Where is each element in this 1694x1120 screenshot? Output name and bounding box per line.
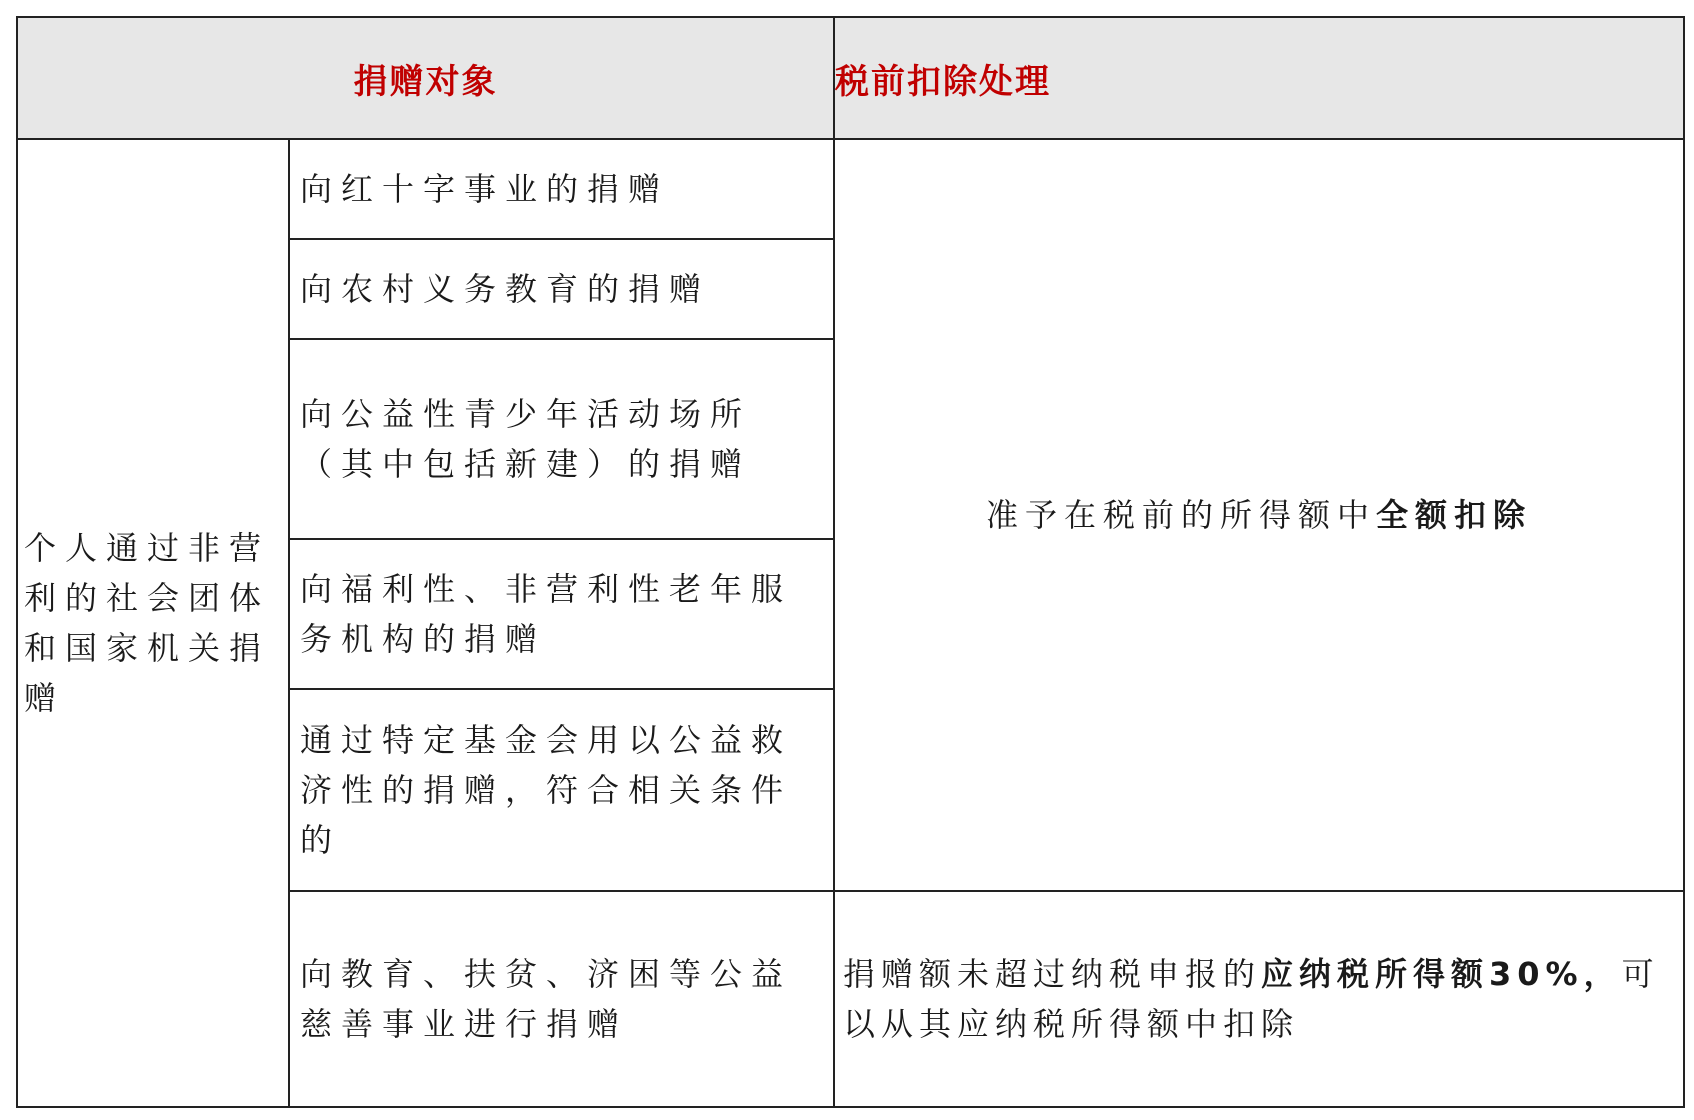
recipient-elderly-services: 向福利性、非营利性老年服务机构的捐赠: [300, 570, 793, 658]
donation-channel-cell: [17, 139, 289, 1107]
recipient-cell: [289, 339, 834, 539]
recipient-cell: [289, 891, 834, 1107]
treatment-full-text: [835, 490, 1683, 540]
treatment-partial-prefix: 捐赠额未超过纳税申报的: [843, 955, 1262, 993]
treatment-partial-emphasis: 应纳税所得额30%，: [1261, 955, 1622, 993]
header-treatment: 税前扣除处理: [834, 17, 1684, 139]
donation-channel-label: 个人通过非营利的社会团体和国家机关捐赠: [24, 529, 271, 717]
table-row: [17, 139, 1684, 239]
recipient-red-cross: 向红十字事业的捐赠: [300, 170, 670, 208]
treatment-full-emphasis: 全额扣除: [1376, 496, 1533, 534]
header-recipient: 捐赠对象: [17, 17, 834, 139]
recipient-cell: [289, 539, 834, 689]
treatment-full-cell: [834, 139, 1684, 891]
treatment-full-prefix: 准予在税前的所得额中: [985, 496, 1376, 534]
treatment-partial-suffix: 可以从其应纳税所得额中扣除: [843, 955, 1660, 1043]
recipient-youth-venues: 向公益性青少年活动场所（其中包括新建）的捐赠: [300, 395, 752, 483]
recipient-charity: 向教育、扶贫、济困等公益慈善事业进行捐赠: [300, 955, 793, 1043]
recipient-foundation: 通过特定基金会用以公益救济性的捐赠，符合相关条件的: [300, 721, 793, 859]
recipient-cell: [289, 239, 834, 339]
recipient-cell: [289, 689, 834, 891]
deduction-table: [16, 16, 1685, 1108]
treatment-partial-cell: [834, 891, 1684, 1107]
recipient-cell: [289, 139, 834, 239]
treatment-partial-text: [835, 949, 1683, 1049]
header-row: [17, 17, 1684, 139]
recipient-rural-education: 向农村义务教育的捐赠: [300, 270, 711, 308]
